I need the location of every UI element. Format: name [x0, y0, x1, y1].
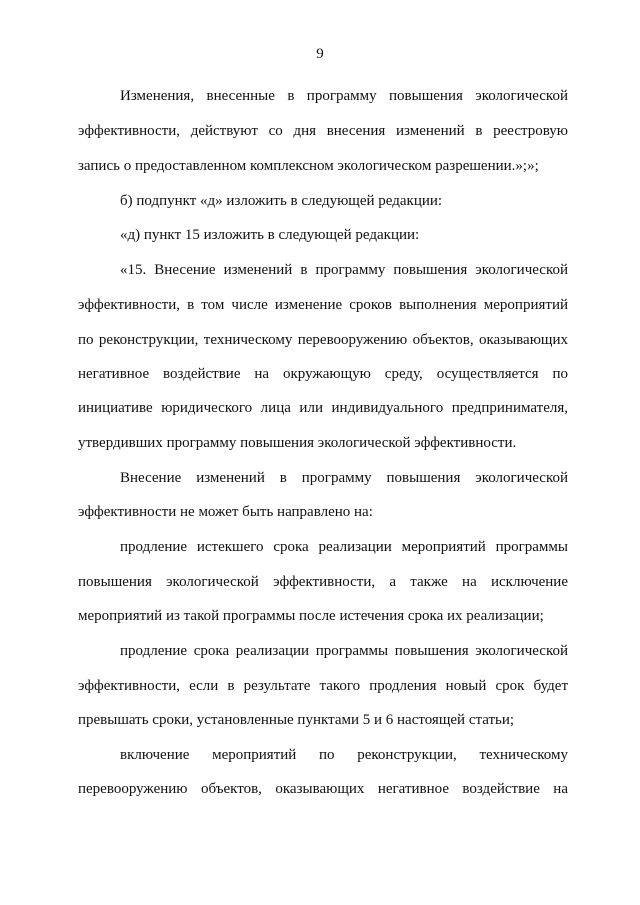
text-line: включение мероприятий по реконструкции, техническому [120, 747, 568, 763]
text-line: Внесение изменений в программу повышения экологической [120, 470, 568, 486]
page-number: 9 [316, 46, 324, 62]
text-line: б) подпункт «д» изложить в следующей редакции: [120, 193, 443, 209]
text-line: утвердивших программу повышения экологической эффективности. [78, 435, 517, 451]
text-line: Изменения, внесенные в программу повышения экологической [120, 88, 568, 104]
text-line: продление срока реализации программы повышения экологической [120, 643, 568, 659]
text-line: запись о предоставленном комплексном экологическом разрешении.»;»; [78, 158, 539, 174]
text-line: мероприятий из такой программы после истечения срока их реализации; [78, 608, 544, 624]
text-line: перевооружению объектов, оказывающих негативное воздействие на [78, 781, 568, 797]
text-line: инициативе юридического лица или индивидуального предпринимателя, [78, 400, 568, 416]
text-line: эффективности, действуют со дня внесения изменений в реестровую [78, 123, 568, 139]
text-line: эффективности, если в результате такого продления новый срок будет [78, 678, 568, 694]
text-line: «15. Внесение изменений в программу повышения экологической [120, 262, 568, 278]
text-line: по реконструкции, техническому перевооружению объектов, оказывающих [78, 332, 568, 348]
text-line: эффективности не может быть направлено на: [78, 504, 373, 520]
text-line: негативное воздействие на окружающую среду, осуществляется по [78, 366, 568, 382]
text-line: эффективности, в том числе изменение сроков выполнения мероприятий [78, 297, 568, 313]
text-line: превышать сроки, установленные пунктами 5 и 6 настоящей статьи; [78, 712, 515, 728]
text-line: повышения экологической эффективности, а также на исключение [78, 574, 568, 590]
text-line: продление истекшего срока реализации мероприятий программы [120, 539, 568, 555]
text-line: «д) пункт 15 изложить в следующей редакции: [120, 227, 420, 243]
